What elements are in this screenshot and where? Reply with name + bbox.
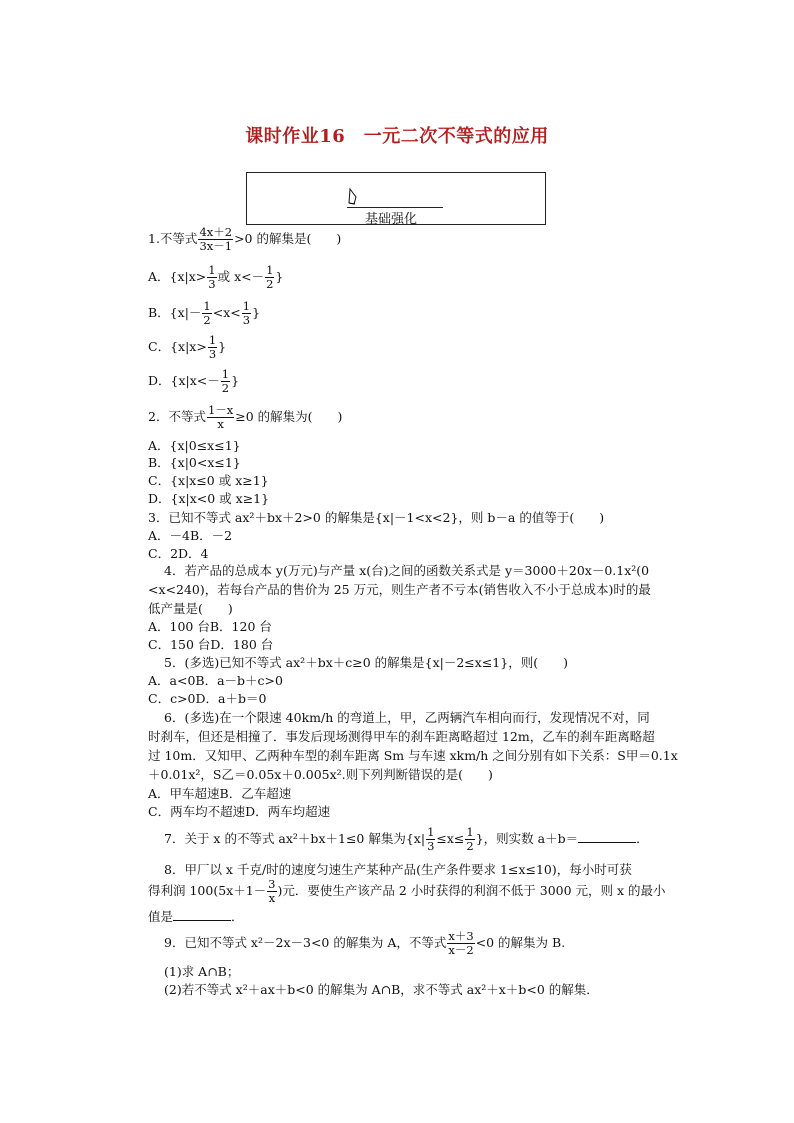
section-header-box — [246, 172, 546, 225]
q2-option-c: C．{x|x≤0 或 x≥1} — [148, 473, 269, 488]
q1-option-c: C．{x|x> $\frac{1}{3}$ } — [148, 333, 227, 361]
q5-options-ab: A．a<0B．a－b＋c>0 — [148, 673, 283, 688]
question-2: 2．不等式 $\frac{1-x}{x}$ ≥0 的解集为( ) — [148, 403, 343, 431]
q1-option-b: B．{x|－ $\frac{1}{2}$ <x< $\frac{1}{3}$ } — [148, 299, 261, 327]
question-4-line3: 低产量是( ) — [148, 601, 233, 616]
q2-option-d: D．{x|x<0 或 x≥1} — [148, 491, 270, 506]
q6-options-cd: C．两车均不超速D．两车均超速 — [148, 804, 331, 819]
question-5: 5．(多选)已知不等式 ax²＋bx＋c≥0 的解集是{x|－2≤x≤1}，则( ) — [164, 655, 568, 670]
q2-option-b: B．{x|0<x≤1} — [148, 455, 241, 470]
q6-options-ab: A．甲车超速B．乙车超速 — [148, 786, 292, 801]
question-3: 3．已知不等式 ax²＋bx＋2>0 的解集是{x|－1<x<2}，则 b－a 的值等于( ) — [148, 510, 605, 525]
question-9-part1: (1)求 A∩B； — [164, 964, 240, 979]
question-1: 1.不等式 $\frac{4x+2}{3x-1}$ >0 的解集是( ) — [148, 225, 342, 253]
question-6-line4: ＋0.01x²，S乙＝0.05x＋0.005x².则下列判断错误的是( ) — [148, 767, 493, 782]
pen-icon — [347, 187, 361, 207]
question-6-line2: 时刹车，但还是相撞了．事发后现场测得甲车的刹车距离略超过 12m，乙车的刹车距离略超 — [148, 729, 655, 744]
question-6-line3: 过 10m．又知甲、乙两种车型的刹车距离 Sm 与车速 xkm/h 之间分别有如下关系：S甲＝0.1x — [148, 748, 678, 763]
q4-options-cd: C．150 台D．180 台 — [148, 637, 274, 652]
answer-blank[interactable] — [578, 830, 636, 843]
q5-options-cd: C．c>0D．a＋b＝0 — [148, 691, 267, 706]
q4-options-ab: A．100 台B．120 台 — [148, 619, 272, 634]
q1-option-a: A．{x|x> $\frac{1}{3}$ 或 x<－ $\frac{1}{2}$ } — [148, 263, 284, 291]
question-7: 7．关于 x 的不等式 ax²＋bx＋1≤0 解集为{x| $\frac{1}{3}$ ≤x≤ $\frac{1}{2}$ }，则实数 a＋b＝ ． — [164, 825, 649, 853]
section-label: 基础强化 — [365, 212, 418, 227]
question-4-line2: <x<240)，若每台产品的售价为 25 万元，则生产者不亏本(销售收入不小于总成本)时的最 — [148, 582, 651, 597]
question-9: 9．已知不等式 x²－2x－3<0 的解集为 A，不等式 $\frac{x+3}{x-2}$ <0 的解集为 B. — [164, 929, 566, 957]
answer-blank[interactable] — [173, 908, 231, 921]
question-8-line1: 8．甲厂以 x 千克/时的速度匀速生产某种产品(生产条件要求 1≤x≤10)，每小时可获 — [164, 862, 632, 877]
question-9-part2: (2)若不等式 x²＋ax＋b<0 的解集为 A∩B，求不等式 ax²＋x＋b<0 的解集． — [164, 982, 599, 997]
q1-option-d: D．{x|x<－ $\frac{1}{2}$ } — [148, 367, 240, 395]
q2-option-a: A．{x|0≤x≤1} — [148, 438, 241, 453]
q3-options-cd: C．2D．4 — [148, 546, 209, 561]
question-4-line1: 4．若产品的总成本 y(万元)与产量 x(台)之间的函数关系式是 y＝3000＋20x－0.1x²(0 — [164, 563, 650, 578]
q3-options-ab: A．－4B．－2 — [148, 528, 233, 543]
question-6-line1: 6．(多选)在一个限速 40km/h 的弯道上，甲，乙两辆汽车相向而行，发现情况不对，同 — [164, 710, 650, 725]
question-8-line2: 得利润 100(5x＋1－ $\frac{3}{x}$ )元．要使生产该产品 2 小时获得的利润不低于 3000 元，则 x 的最小 — [148, 877, 666, 905]
question-8-line3: 值是 ． — [148, 909, 244, 924]
page-title: 课时作业16 一元二次不等式的应用 — [245, 126, 549, 147]
